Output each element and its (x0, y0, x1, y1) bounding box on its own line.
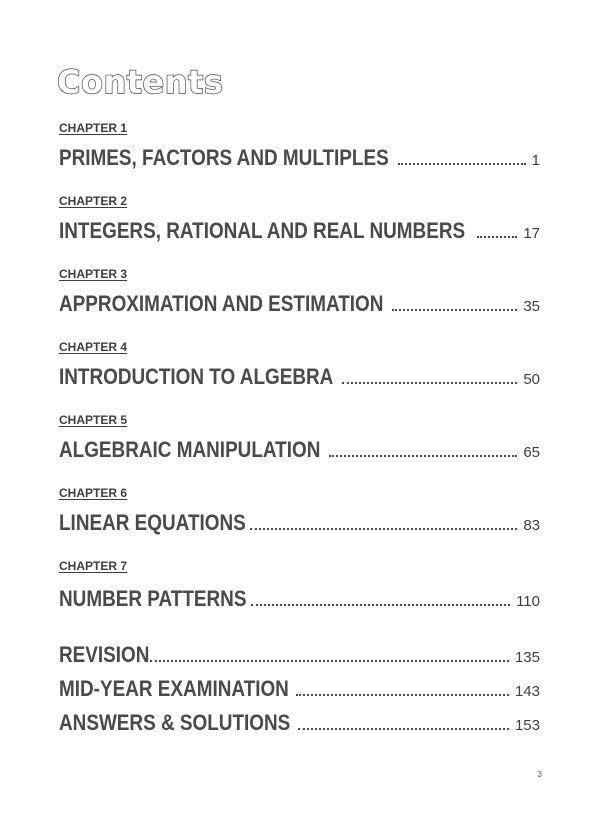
dot-leader (250, 528, 517, 530)
chapter-label: CHAPTER 1 (59, 121, 128, 135)
dot-leader (298, 728, 509, 730)
toc-entry-chapter-7 (59, 559, 540, 619)
chapter-label: CHAPTER 4 (59, 340, 128, 354)
page-folio: 3 (537, 770, 542, 779)
toc-row[interactable] (59, 710, 540, 736)
page-number: 1 (531, 152, 540, 169)
dot-leader (477, 236, 517, 238)
chapter-label: CHAPTER 6 (59, 486, 128, 500)
chapter-label: CHAPTER 2 (59, 194, 128, 208)
chapter-title[interactable]: NUMBER PATTERNS (59, 586, 247, 611)
page-number: 110 (516, 593, 540, 610)
chapter-title[interactable]: INTEGERS, RATIONAL AND REAL NUMBERS (59, 218, 466, 243)
dot-leader (398, 163, 525, 165)
page-number: 143 (514, 683, 540, 700)
page-number: 83 (523, 517, 540, 534)
dot-leader (392, 309, 517, 311)
toc-row[interactable] (59, 676, 540, 702)
toc-row[interactable] (59, 291, 540, 317)
page-number: 65 (523, 444, 540, 461)
toc-entry-revision (59, 642, 540, 670)
dot-leader (251, 604, 510, 606)
toc-row[interactable] (59, 586, 540, 612)
toc-entry-chapter-5 (59, 413, 540, 473)
toc-entry-answers-solutions (59, 710, 540, 738)
section-title[interactable]: ANSWERS & SOLUTIONS (59, 710, 291, 735)
toc-entry-chapter-3 (59, 267, 540, 327)
toc-entry-chapter-1 (59, 121, 540, 181)
toc-row[interactable] (59, 364, 540, 390)
page-number: 153 (514, 717, 540, 734)
toc-entry-mid-year-examination (59, 676, 540, 704)
section-title[interactable]: REVISION (59, 642, 150, 667)
page-number: 17 (523, 225, 540, 242)
toc-row[interactable] (59, 510, 540, 536)
dot-leader (329, 455, 517, 457)
chapter-title[interactable]: LINEAR EQUATIONS (59, 510, 246, 535)
section-title[interactable]: MID-YEAR EXAMINATION (59, 676, 289, 701)
toc-row[interactable] (59, 642, 540, 668)
chapter-title[interactable]: APPROXIMATION AND ESTIMATION (59, 291, 384, 316)
dot-leader (342, 382, 517, 384)
chapter-title[interactable]: INTRODUCTION TO ALGEBRA (59, 364, 334, 389)
toc-entry-chapter-2 (59, 194, 540, 254)
page-number: 35 (523, 298, 540, 315)
chapter-label: CHAPTER 7 (59, 559, 128, 573)
chapter-label: CHAPTER 3 (59, 267, 128, 281)
toc-row[interactable] (59, 218, 540, 244)
dot-leader (296, 694, 509, 696)
toc-entry-chapter-6 (59, 486, 540, 546)
page-title: Contents (57, 63, 224, 101)
toc-entry-chapter-4 (59, 340, 540, 400)
page-number: 135 (514, 649, 540, 666)
chapter-title[interactable]: ALGEBRAIC MANIPULATION (59, 437, 321, 462)
toc-row[interactable] (59, 145, 540, 171)
page-number: 50 (523, 371, 540, 388)
dot-leader (150, 660, 509, 662)
toc-row[interactable] (59, 437, 540, 463)
chapter-label: CHAPTER 5 (59, 413, 128, 427)
chapter-title[interactable]: PRIMES, FACTORS AND MULTIPLES (59, 145, 389, 170)
